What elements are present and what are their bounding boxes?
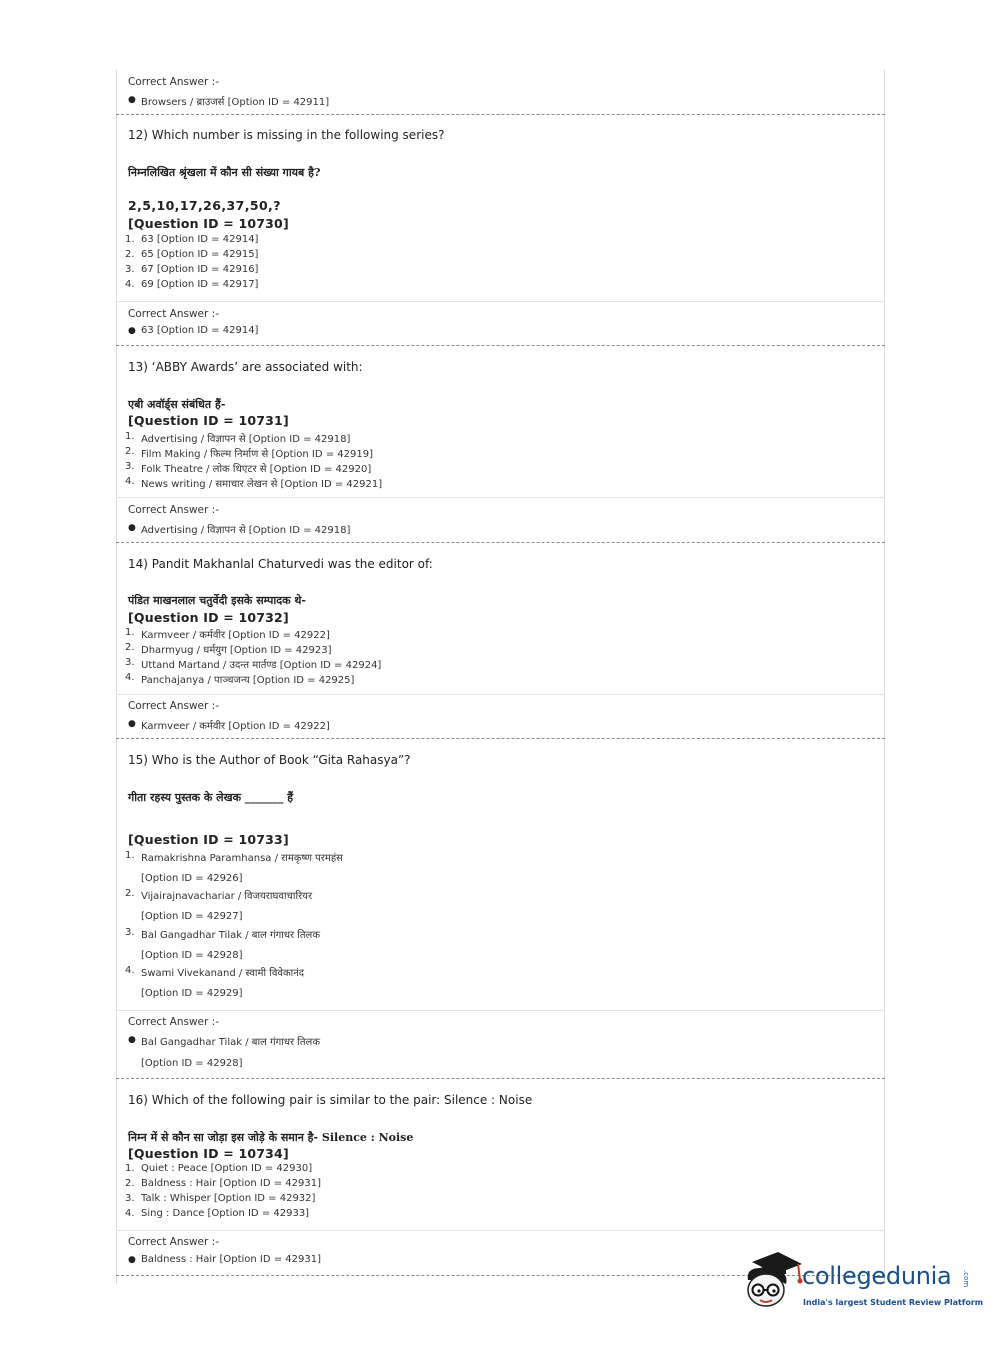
correct-answer-label: Correct Answer :-	[128, 1016, 219, 1028]
answer-divider	[116, 1230, 885, 1231]
correct-answer-text: Bal Gangadhar Tilak / बाल गंगाधर तिलक	[141, 1037, 321, 1048]
option-text: Bal Gangadhar Tilak / बाल गंगाधर तिलक	[141, 930, 321, 941]
option-number: 2.	[125, 888, 135, 899]
question-id: [Question ID = 10733]	[128, 832, 289, 847]
option-id: [Option ID = 42927]	[141, 911, 243, 922]
bullet-icon: ●	[128, 523, 136, 533]
question-id: [Question ID = 10731]	[128, 413, 289, 428]
correct-answer-text: Baldness : Hair [Option ID = 42931]	[141, 1254, 322, 1265]
option-number: 1.	[125, 431, 135, 442]
option-text: Folk Theatre / लोक थिएटर से [Option ID = 42920]	[141, 464, 372, 475]
bullet-icon: ●	[128, 1255, 136, 1265]
option-text: 67 [Option ID = 42916]	[141, 264, 259, 275]
correct-answer-text: Browsers / ब्राउजर्स [Option ID = 42911]	[141, 97, 330, 108]
series-text: 2,5,10,17,26,37,50,?	[128, 198, 281, 213]
option-id: [Option ID = 42928]	[141, 950, 243, 961]
option-text: Sing : Dance [Option ID = 42933]	[141, 1208, 310, 1219]
option-number: 1.	[125, 234, 135, 245]
question-separator	[116, 114, 885, 115]
option-number: 4.	[125, 279, 135, 290]
correct-answer-text: Advertising / विज्ञापन से [Option ID = 42918]	[141, 525, 351, 536]
question-text: 16) Which of the following pair is similar to the pair: Silence : Noise	[128, 1093, 533, 1107]
bullet-icon: ●	[128, 719, 136, 729]
question-text: 14) Pandit Makhanlal Chaturvedi was the editor of:	[128, 557, 433, 571]
bullet-icon: ●	[128, 95, 136, 105]
question-text: 15) Who is the Author of Book “Gita Rahasya”?	[128, 753, 411, 767]
correct-answer-text: Karmveer / कर्मवीर [Option ID = 42922]	[141, 721, 330, 732]
question-id: [Question ID = 10730]	[128, 216, 289, 231]
option-number: 3.	[125, 927, 135, 938]
option-id: [Option ID = 42926]	[141, 873, 243, 884]
collegedunia-logo	[742, 1248, 984, 1318]
option-number: 3.	[125, 1193, 135, 1204]
document-page	[116, 70, 885, 1286]
option-text: Quiet : Peace [Option ID = 42930]	[141, 1163, 313, 1174]
bullet-icon: ●	[128, 1035, 136, 1045]
question-text-hindi: पंडित माखनलाल चतुर्वेदी इसके सम्पादक थे-	[128, 594, 306, 607]
answer-divider	[116, 1010, 885, 1011]
option-text: Uttand Martand / उदन्त मार्तण्ड [Option ID = 42924]	[141, 660, 382, 671]
question-separator	[116, 345, 885, 346]
option-text: Advertising / विज्ञापन से [Option ID = 42918]	[141, 434, 351, 445]
option-number: 2.	[125, 1178, 135, 1189]
correct-answer-label: Correct Answer :-	[128, 504, 219, 516]
option-number: 1.	[125, 1163, 135, 1174]
option-number: 3.	[125, 264, 135, 275]
option-text: Film Making / फिल्म निर्माण से [Option ID = 42919]	[141, 449, 374, 460]
mascot-icon	[742, 1250, 804, 1312]
correct-answer-label: Correct Answer :-	[128, 308, 219, 320]
option-number: 2.	[125, 446, 135, 457]
correct-answer-text: 63 [Option ID = 42914]	[141, 325, 259, 336]
correct-answer-label: Correct Answer :-	[128, 700, 219, 712]
question-text: 12) Which number is missing in the following series?	[128, 128, 445, 142]
option-number: 1.	[125, 850, 135, 861]
option-text: 65 [Option ID = 42915]	[141, 249, 259, 260]
option-number: 4.	[125, 476, 135, 487]
question-separator	[116, 738, 885, 739]
option-number: 1.	[125, 627, 135, 638]
bullet-icon: ●	[128, 326, 136, 336]
option-number: 4.	[125, 1208, 135, 1219]
option-number: 3.	[125, 461, 135, 472]
answer-divider	[116, 497, 885, 498]
option-number: 2.	[125, 249, 135, 260]
option-number: 4.	[125, 965, 135, 976]
option-id: [Option ID = 42929]	[141, 988, 243, 999]
question-separator	[116, 1078, 885, 1079]
question-id: [Question ID = 10732]	[128, 610, 289, 625]
option-text: 69 [Option ID = 42917]	[141, 279, 259, 290]
question-text: 13) ‘ABBY Awards’ are associated with:	[128, 360, 363, 374]
brand-suffix: .com	[962, 1270, 970, 1288]
answer-divider	[116, 301, 885, 302]
option-text: News writing / समाचार लेखन से [Option ID = 42921]	[141, 479, 383, 490]
option-text: 63 [Option ID = 42914]	[141, 234, 259, 245]
question-text-hindi: निम्न में से कौन सा जोड़ा इस जोड़े के समान है- Silence : Noise	[128, 1131, 414, 1144]
option-text: Dharmyug / धर्मयुग [Option ID = 42923]	[141, 645, 332, 656]
correct-answer-label: Correct Answer :-	[128, 76, 219, 88]
question-text-hindi: गीता रहस्य पुस्तक के लेखक _______ हैं	[128, 791, 294, 804]
question-text-hindi: निम्नलिखित श्रृंखला में कौन सी संख्या गायब है?	[128, 166, 321, 179]
correct-answer-id: [Option ID = 42928]	[141, 1058, 243, 1069]
option-text: Karmveer / कर्मवीर [Option ID = 42922]	[141, 630, 330, 641]
correct-answer-label: Correct Answer :-	[128, 1236, 219, 1248]
option-number: 4.	[125, 672, 135, 683]
question-id: [Question ID = 10734]	[128, 1146, 289, 1161]
option-number: 2.	[125, 642, 135, 653]
answer-divider	[116, 694, 885, 695]
question-text-hindi: एबी अवॉर्ड्स संबंधित हैं-	[128, 398, 226, 411]
option-text: Baldness : Hair [Option ID = 42931]	[141, 1178, 322, 1189]
option-number: 3.	[125, 657, 135, 668]
option-text: Ramakrishna Paramhansa / रामकृष्ण परमहंस	[141, 853, 343, 864]
brand-tagline: India's largest Student Review Platform	[803, 1298, 984, 1307]
option-text: Talk : Whisper [Option ID = 42932]	[141, 1193, 316, 1204]
question-separator	[116, 542, 885, 543]
option-text: Vijairajnavachariar / विजयराघवाचारियर	[141, 891, 313, 902]
brand-name: collegedunia	[802, 1262, 952, 1290]
option-text: Panchajanya / पाञ्चजन्य [Option ID = 42925]	[141, 675, 355, 686]
option-text: Swami Vivekanand / स्वामी विवेकानंद	[141, 968, 305, 979]
